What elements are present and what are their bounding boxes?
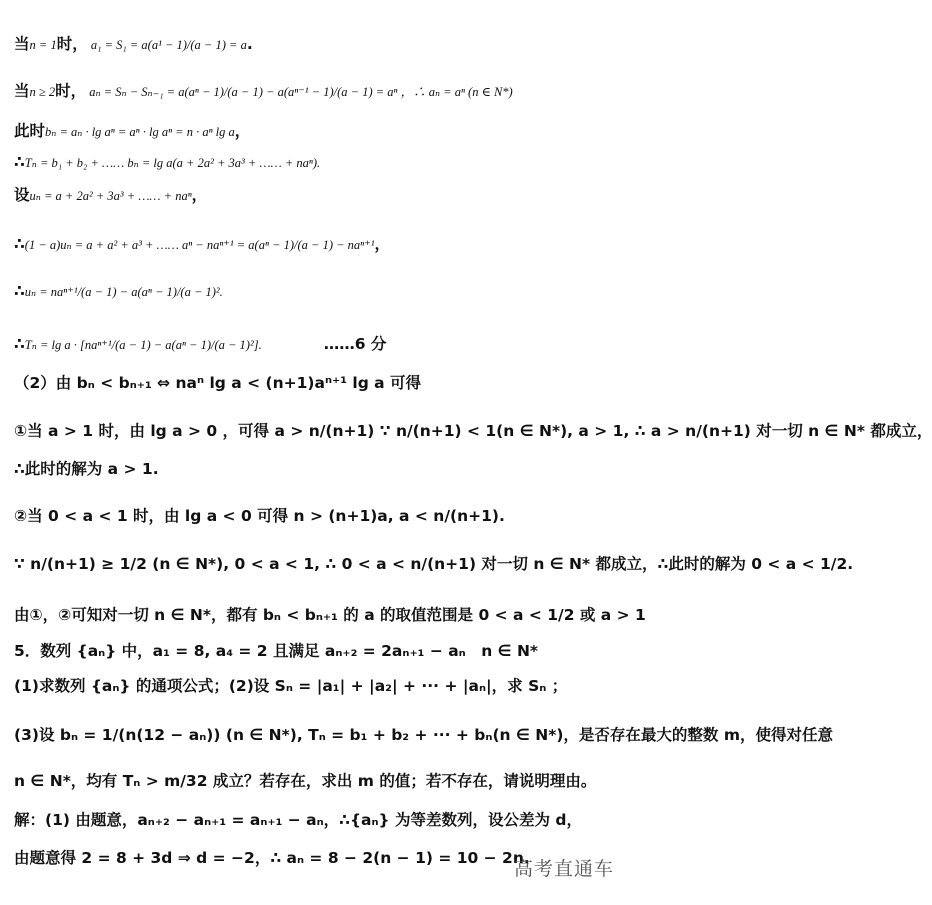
math-segment: aₙ = Sₙ − Sₙ₋₁ = a(aⁿ − 1)/(a − 1) − a(aⁿ⁻¹ − 1)/(a − 1) = aⁿ ，∴ aₙ = aⁿ (n ∈ N*) [86,85,513,99]
text-segment: ∴ [14,282,25,300]
solution-line-1 [14,33,634,56]
solution-line-11: ∴此时的解为 a > 1. [14,460,159,478]
solution-line-10: ①当 a > 1 时，由 lg a > 0 ，可得 a > n/(n+1) ∵ n/(n+1) < 1(n ∈ N*), a > 1, ∴ a > n/(n+1) 对一切 n ∈ N* 都成立， [14,422,932,440]
problem-5-part-3: (3)设 bₙ = 1/(n(12 − aₙ)) (n ∈ N*), Tₙ = b₁ + b₂ + ··· + bₙ(n ∈ N*)，是否存在最大的整数 m，使得对任意 [14,726,833,744]
math-segment: uₙ = naⁿ⁺¹/(a − 1) − a(aⁿ − 1)/(a − 1)². [24,285,223,299]
solution-line-5 [14,184,634,207]
text-segment: 当 [14,82,30,100]
math-segment: n ≥ 2 [29,85,56,99]
text-segment: 此时 [14,122,46,140]
text-segment: ， [374,235,390,253]
text-segment: 时， [55,82,87,100]
math-segment: (1 − a)uₙ = a + a² + a³ + …… aⁿ − naⁿ⁺¹ = a(aⁿ − 1)/(a − 1) − naⁿ⁺¹ [24,238,375,252]
solution-line-4 [14,151,634,174]
text-segment: ， [234,122,251,140]
math-segment: a₁ = S₁ = a(a¹ − 1)/(a − 1) = a [87,38,247,52]
solution-line-9: （2）由 bₙ < bₙ₊₁ ⇔ naⁿ lg a < (n+1)aⁿ⁺¹ lg a 可得 [14,374,422,392]
text-segment: ∴ [14,153,25,171]
text-segment: ， [191,186,208,204]
problem-5-statement: 5．数列 {aₙ} 中，a₁ = 8, a₄ = 2 且满足 aₙ₊₂ = 2aₙ₊₁ − aₙ n ∈ N* [14,642,539,660]
solution-line-6 [14,233,634,256]
math-segment: Tₙ = lg a · [naⁿ⁺¹/(a − 1) − a(aⁿ − 1)/(a − 1)²]. [24,338,262,352]
text-segment: 时， [56,35,88,53]
problem-5-part-3-cont: n ∈ N*，均有 Tₙ > m/32 成立？若存在，求出 m 的值；若不存在，请说明理由。 [14,772,597,790]
text-segment: ……6 分 [261,335,387,353]
math-segment: n = 1 [29,38,57,52]
text-segment: 当 [14,35,30,53]
math-segment: uₙ = a + 2a² + 3a³ + …… + naⁿ [29,189,192,203]
solution-line-7 [14,280,634,303]
solution-line-13: ∵ n/(n+1) ≥ 1/2 (n ∈ N*), 0 < a < 1, ∴ 0 < a < n/(n+1) 对一切 n ∈ N* 都成立，∴此时的解为 0 < a < 1/2. [14,555,854,573]
solution-line-8 [14,333,634,356]
problem-5-part-1-2: (1)求数列 {aₙ} 的通项公式；(2)设 Sₙ = |a₁| + |a₂| + ··· + |aₙ|，求 Sₙ ； [14,677,568,695]
solution-line-14: 由①，②可知对一切 n ∈ N*，都有 bₙ < bₙ₊₁ 的 a 的取值范围是 0 < a < 1/2 或 a > 1 [14,606,646,624]
watermark-logo: 高考直通车 [513,858,614,880]
math-segment: Tₙ = b₁ + b₂ + …… bₙ = lg a(a + 2a² + 3a³ + …… + naⁿ). [24,156,321,170]
text-segment: ∴ [14,335,25,353]
text-segment: 设 [14,186,30,204]
answer-line-2: 由题意得 2 = 8 + 3d ⇒ d = −2，∴ aₙ = 8 − 2(n − 1) = 10 − 2n. [14,849,530,867]
solution-line-2 [14,80,634,103]
answer-line-1: 解：(1) 由题意，aₙ₊₂ − aₙ₊₁ = aₙ₊₁ − aₙ，∴{aₙ} 为等差数列，设公差为 d， [14,811,582,829]
solution-line-3 [14,120,634,143]
text-segment: . [246,35,253,53]
solution-line-12: ②当 0 < a < 1 时，由 lg a < 0 可得 n > (n+1)a, a < n/(n+1). [14,507,505,525]
math-segment: bₙ = aₙ · lg aⁿ = aⁿ · lg aⁿ = n · aⁿ lg a [45,125,235,139]
text-segment: ∴ [14,235,25,253]
